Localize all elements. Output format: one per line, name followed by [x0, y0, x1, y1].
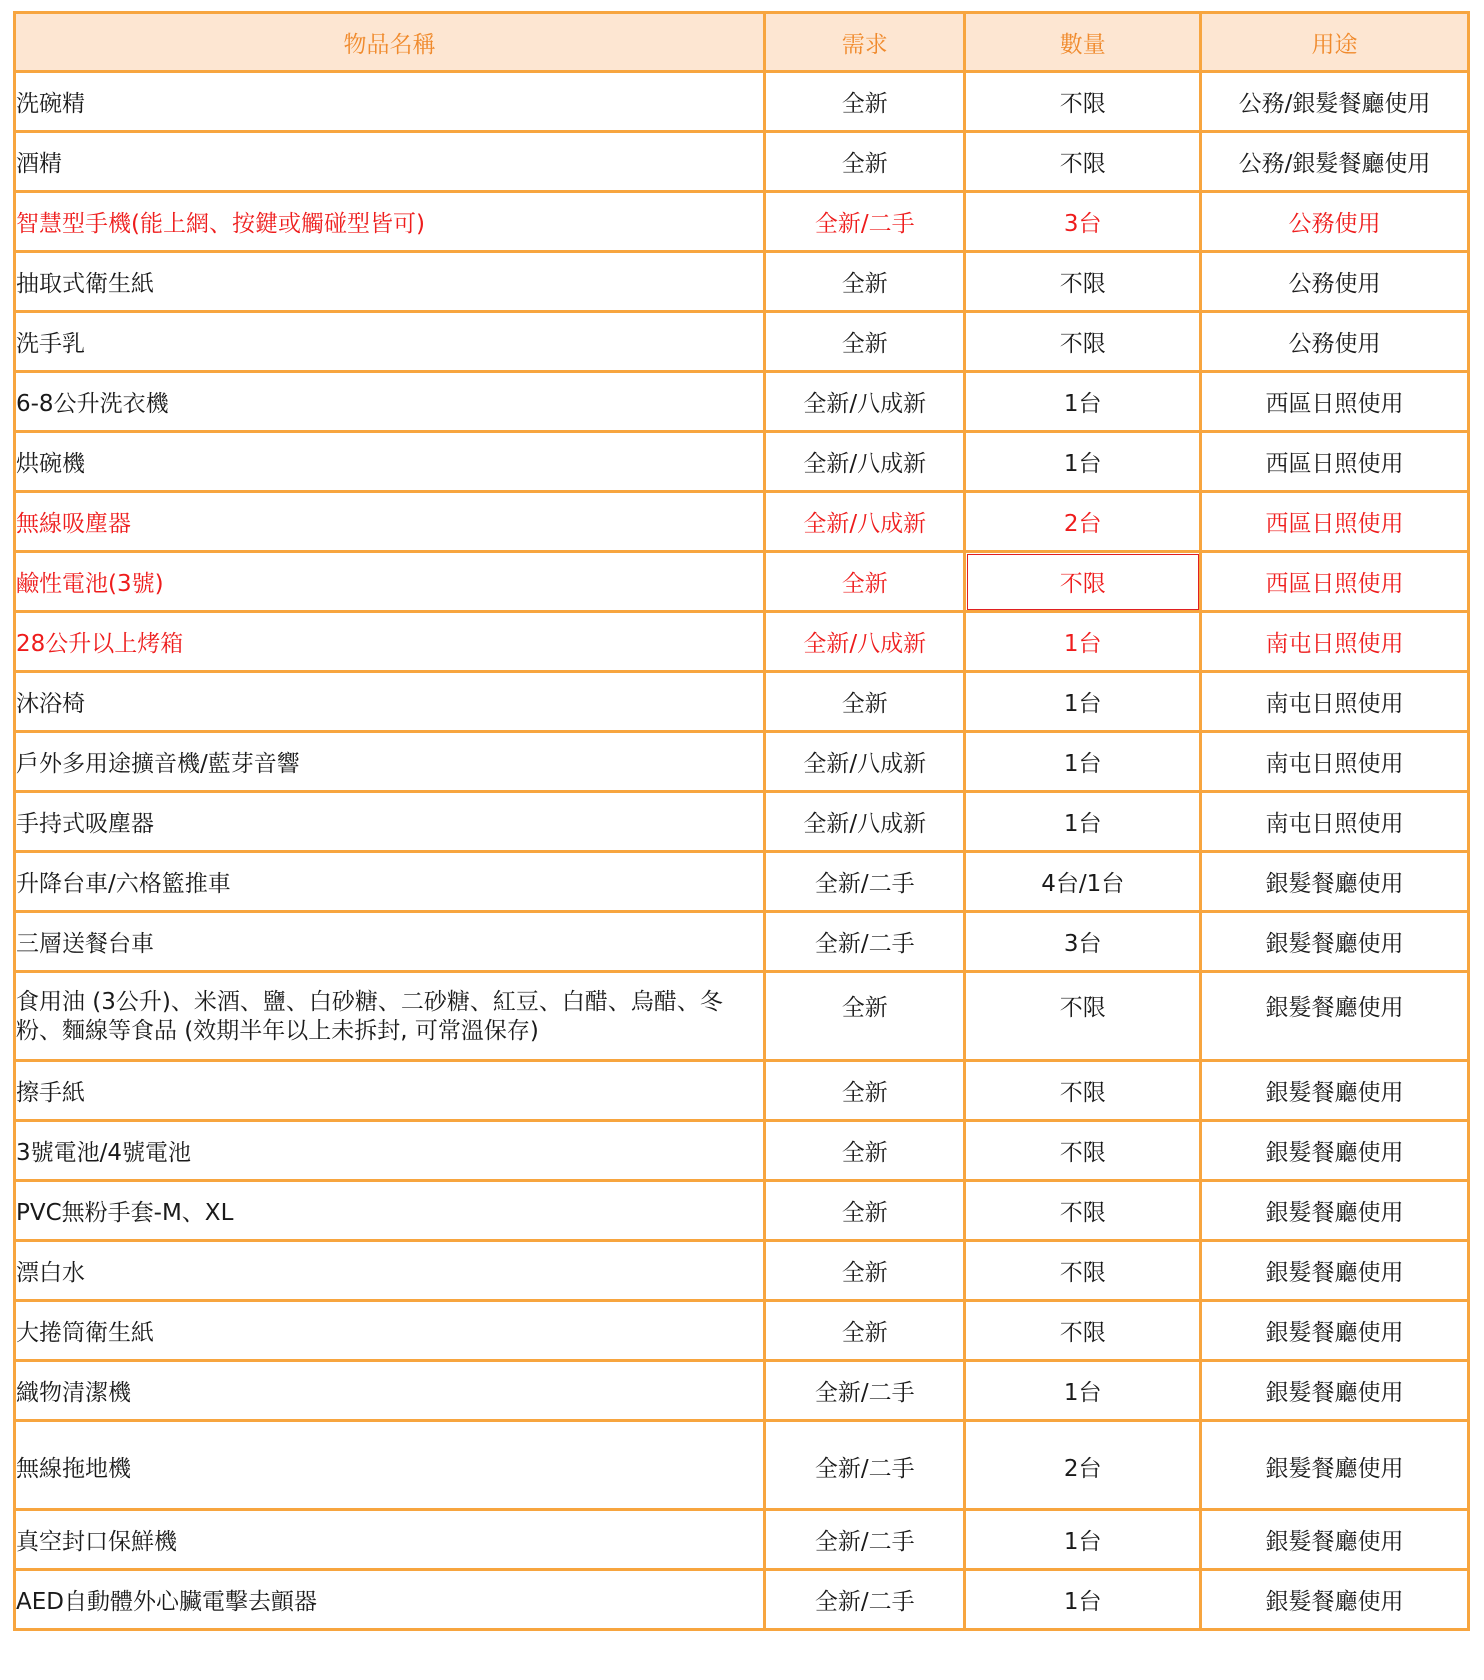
item-quantity: 1台 — [965, 432, 1201, 492]
item-quantity: 不限 — [965, 132, 1201, 192]
table-row — [15, 1570, 1469, 1630]
item-condition: 全新 — [765, 1301, 965, 1361]
header-item-name: 物品名稱 — [15, 13, 765, 72]
item-quantity: 1台 — [965, 792, 1201, 852]
item-name: 智慧型手機(能上網、按鍵或觸碰型皆可) — [15, 192, 765, 252]
table-row — [15, 1361, 1469, 1421]
table-row — [15, 1121, 1469, 1181]
table-row — [15, 1061, 1469, 1121]
item-quantity: 1台 — [965, 612, 1201, 672]
header-row — [15, 13, 1469, 72]
item-name: 洗手乳 — [15, 312, 765, 372]
item-quantity: 不限 — [965, 1061, 1201, 1121]
item-condition: 全新/八成新 — [765, 432, 965, 492]
table-row — [15, 432, 1469, 492]
table-row — [15, 1301, 1469, 1361]
item-name: 手持式吸塵器 — [15, 792, 765, 852]
header-quantity: 數量 — [965, 13, 1201, 72]
table-row — [15, 852, 1469, 912]
item-name: 升降台車/六格籃推車 — [15, 852, 765, 912]
item-name: 大捲筒衛生紙 — [15, 1301, 765, 1361]
item-purpose: 南屯日照使用 — [1201, 732, 1469, 792]
item-condition: 全新/二手 — [765, 1510, 965, 1570]
item-name: 戶外多用途擴音機/藍芽音響 — [15, 732, 765, 792]
item-condition: 全新/二手 — [765, 912, 965, 972]
item-purpose: 銀髮餐廳使用 — [1201, 1241, 1469, 1301]
item-condition: 全新 — [765, 1061, 965, 1121]
item-name: 沐浴椅 — [15, 672, 765, 732]
table-row — [15, 792, 1469, 852]
item-quantity: 1台 — [965, 672, 1201, 732]
item-quantity: 4台/1台 — [965, 852, 1201, 912]
item-name: PVC無粉手套-M、XL — [15, 1181, 765, 1241]
table-row — [15, 132, 1469, 192]
table-row — [15, 72, 1469, 132]
item-name: 鹼性電池(3號) — [15, 552, 765, 612]
table-row — [15, 1241, 1469, 1301]
item-condition: 全新 — [765, 1241, 965, 1301]
item-purpose: 銀髮餐廳使用 — [1201, 1361, 1469, 1421]
item-purpose: 公務使用 — [1201, 252, 1469, 312]
item-name: 洗碗精 — [15, 72, 765, 132]
item-purpose: 銀髮餐廳使用 — [1201, 852, 1469, 912]
item-quantity: 不限 — [965, 1181, 1201, 1241]
item-quantity: 不限 — [965, 972, 1201, 1061]
item-condition: 全新/二手 — [765, 1361, 965, 1421]
item-quantity: 3台 — [965, 912, 1201, 972]
item-quantity: 不限 — [965, 1241, 1201, 1301]
item-condition: 全新/二手 — [765, 852, 965, 912]
item-quantity-boxed: 不限 — [965, 552, 1201, 612]
item-purpose: 銀髮餐廳使用 — [1201, 1301, 1469, 1361]
item-purpose: 公務使用 — [1201, 312, 1469, 372]
item-condition: 全新 — [765, 972, 965, 1061]
item-quantity: 2台 — [965, 492, 1201, 552]
table-row — [15, 312, 1469, 372]
item-name: 28公升以上烤箱 — [15, 612, 765, 672]
item-name: 織物清潔機 — [15, 1361, 765, 1421]
item-condition: 全新/八成新 — [765, 732, 965, 792]
header-purpose: 用途 — [1201, 13, 1469, 72]
table-row — [15, 1421, 1469, 1510]
item-condition: 全新 — [765, 132, 965, 192]
item-condition: 全新 — [765, 1181, 965, 1241]
item-name: 3號電池/4號電池 — [15, 1121, 765, 1181]
item-purpose: 西區日照使用 — [1201, 372, 1469, 432]
item-condition: 全新/八成新 — [765, 492, 965, 552]
table-row — [15, 372, 1469, 432]
item-condition: 全新 — [765, 312, 965, 372]
item-purpose: 公務/銀髮餐廳使用 — [1201, 132, 1469, 192]
item-purpose: 銀髮餐廳使用 — [1201, 972, 1469, 1061]
item-condition: 全新/二手 — [765, 1570, 965, 1630]
table-row — [15, 252, 1469, 312]
item-name: 無線吸塵器 — [15, 492, 765, 552]
item-quantity: 1台 — [965, 732, 1201, 792]
table-row-highlighted — [15, 612, 1469, 672]
item-condition: 全新/二手 — [765, 1421, 965, 1510]
item-quantity: 不限 — [965, 252, 1201, 312]
item-purpose: 銀髮餐廳使用 — [1201, 1061, 1469, 1121]
item-quantity: 3台 — [965, 192, 1201, 252]
item-name: 抽取式衛生紙 — [15, 252, 765, 312]
table-row-highlighted — [15, 492, 1469, 552]
item-condition: 全新/八成新 — [765, 612, 965, 672]
item-condition: 全新 — [765, 552, 965, 612]
item-purpose: 銀髮餐廳使用 — [1201, 912, 1469, 972]
item-name: 酒精 — [15, 132, 765, 192]
item-quantity: 不限 — [965, 312, 1201, 372]
donation-needs-table — [13, 11, 1470, 1631]
item-condition: 全新 — [765, 252, 965, 312]
table-row — [15, 672, 1469, 732]
item-name: 6-8公升洗衣機 — [15, 372, 765, 432]
item-condition: 全新/八成新 — [765, 792, 965, 852]
item-name: 無線拖地機 — [15, 1421, 765, 1510]
table-row — [15, 912, 1469, 972]
table-row-highlighted — [15, 192, 1469, 252]
item-name: 烘碗機 — [15, 432, 765, 492]
item-name: 漂白水 — [15, 1241, 765, 1301]
item-condition: 全新 — [765, 672, 965, 732]
item-purpose: 西區日照使用 — [1201, 552, 1469, 612]
item-purpose: 銀髮餐廳使用 — [1201, 1181, 1469, 1241]
item-name: 三層送餐台車 — [15, 912, 765, 972]
item-quantity: 不限 — [965, 1121, 1201, 1181]
item-name: 食用油 (3公升)、米酒、鹽、白砂糖、二砂糖、紅豆、白醋、烏醋、冬粉、麵線等食品 (效期半年以上未拆封, 可常溫保存) — [15, 972, 765, 1061]
table-row — [15, 1510, 1469, 1570]
item-quantity: 1台 — [965, 1510, 1201, 1570]
item-name: AED自動體外心臟電擊去顫器 — [15, 1570, 765, 1630]
item-purpose: 銀髮餐廳使用 — [1201, 1570, 1469, 1630]
item-purpose: 公務/銀髮餐廳使用 — [1201, 72, 1469, 132]
item-purpose: 南屯日照使用 — [1201, 612, 1469, 672]
item-quantity: 1台 — [965, 372, 1201, 432]
item-quantity: 不限 — [965, 72, 1201, 132]
table-row — [15, 732, 1469, 792]
item-quantity: 不限 — [965, 1301, 1201, 1361]
item-purpose: 銀髮餐廳使用 — [1201, 1121, 1469, 1181]
item-purpose: 銀髮餐廳使用 — [1201, 1510, 1469, 1570]
item-condition: 全新 — [765, 72, 965, 132]
item-quantity: 2台 — [965, 1421, 1201, 1510]
item-name: 真空封口保鮮機 — [15, 1510, 765, 1570]
item-purpose: 南屯日照使用 — [1201, 672, 1469, 732]
item-purpose: 西區日照使用 — [1201, 492, 1469, 552]
header-condition: 需求 — [765, 13, 965, 72]
item-name: 擦手紙 — [15, 1061, 765, 1121]
table-row — [15, 1181, 1469, 1241]
item-condition: 全新 — [765, 1121, 965, 1181]
table-row-highlighted — [15, 552, 1469, 612]
item-purpose: 公務使用 — [1201, 192, 1469, 252]
item-quantity: 1台 — [965, 1361, 1201, 1421]
item-purpose: 南屯日照使用 — [1201, 792, 1469, 852]
item-quantity: 1台 — [965, 1570, 1201, 1630]
item-condition: 全新/八成新 — [765, 372, 965, 432]
item-purpose: 西區日照使用 — [1201, 432, 1469, 492]
item-purpose: 銀髮餐廳使用 — [1201, 1421, 1469, 1510]
item-condition: 全新/二手 — [765, 192, 965, 252]
table-row — [15, 972, 1469, 1061]
